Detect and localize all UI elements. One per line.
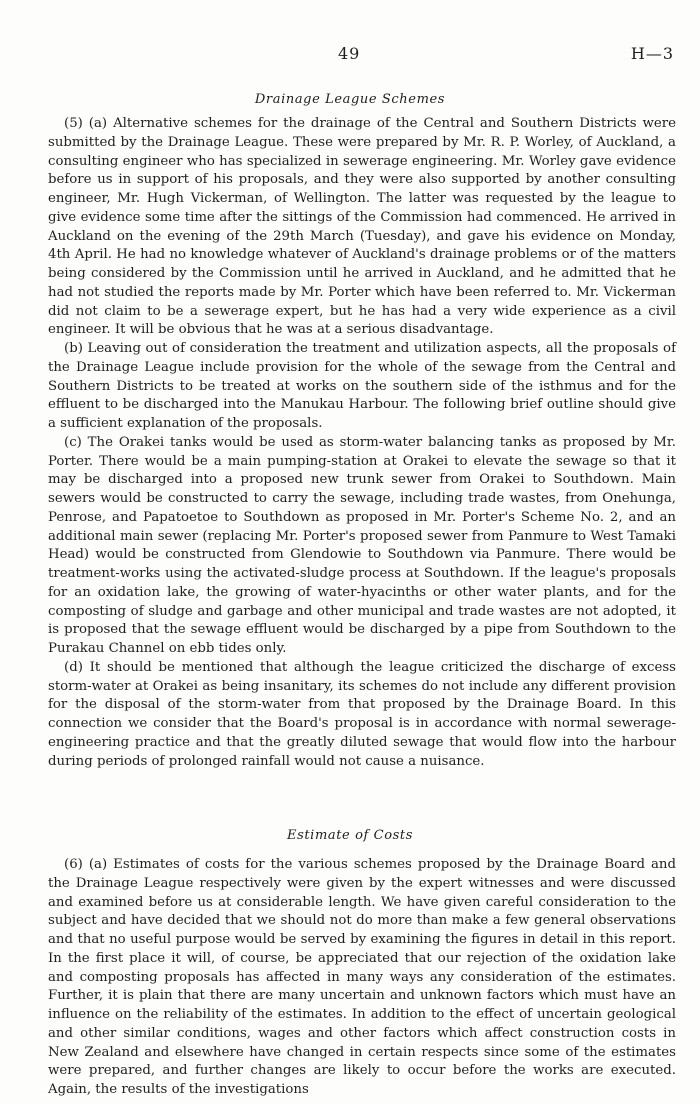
page-header — [0, 44, 700, 64]
section-body — [48, 856, 676, 1100]
paragraph: (b) Leaving out of consideration the treatment and utilization aspects, all the proposals of the Drainage League include provision for the whole of the sewage from the Central and Southern Districts to be treated at works on the southern side of the isthmus and for the effluent to be discharged into the Manukau Harbour. The following brief outline should give a sufficient explanation of the proposals. — [48, 341, 676, 431]
paragraph: (c) The Orakei tanks would be used as storm-water balancing tanks as proposed by Mr. Porter. There would be a main pumping-station at Orakei to elevate the sewage so that it may be discharged into a proposed new trunk sewer from Orakei to Southdown. Main sewers would be constructed to carry the sewage, including trade wastes, from Onehunga, Penrose, and Papatoetoe to Southdown as proposed in Mr. Porter's Scheme No. 2, and an additional main sewer (replacing Mr. Porter's proposed sewer from Panmure to West Tamaki Head) would be constructed from Glendowie to Southdown via Panmure. There would be treatment-works using the activated-sludge process at Southdown. If the league's proposals for an oxidation lake, the growing of water-hyacinths or other water plants, and for the composting of sludge and garbage and other municipal and trade wastes are not adopted, it is proposed that the sewage effluent would be discharged by a pipe from Southdown to the Purakau Channel on ebb tides only. — [48, 434, 676, 656]
paragraph: (d) It should be mentioned that although the league criticized the discharge of excess storm-water at Orakei as being insanitary, its schemes do not include any different provision for the disposal of the storm-water from that proposed by the Drainage Board. In this connection we consider that the Board's proposal is in accordance with normal sewerage-engineering practice and that the greatly diluted sewage that would flow into the harbour during periods of prolonged rainfall would not cause a nuisance. — [48, 659, 676, 769]
section-heading: Drainage League Schemes — [254, 92, 446, 107]
section-body — [48, 115, 676, 771]
document-reference: H—3 — [630, 44, 674, 63]
page-number: 49 — [338, 44, 361, 63]
paragraph: (5) (a) Alternative schemes for the drainage of the Central and Southern Districts were submitted by the Drainage League. These were prepared by Mr. R. P. Worley, of Auckland, a consulting engineer who has specialized in sewerage engineering. Mr. Worley gave evidence before us in support of his proposals, and they were also supported by another consulting engineer, Mr. Hugh Vickerman, of Wellington. The latter was requested by the league to give evidence some time after the sittings of the Commission had commenced. He arrived in Auckland on the evening of the 29th March (Tuesday), and gave his evidence on Monday, 4th April. He had no knowledge whatever of Auckland's drainage problems or of the matters being considered by the Commission until he arrived in Auckland, and he admitted that he had not studied the reports made by Mr. Porter which have been referred to. Mr. Vickerman did not claim to be a sewerage expert, but he has had a very wide experience as a civil engineer. It will be obvious that he was at a serious disadvantage. — [48, 116, 676, 338]
paragraph: (6) (a) Estimates of costs for the various schemes proposed by the Drainage Board and the Drainage League respectively were given by the expert witnesses and were discussed and examined before us at considerable length. We have given careful consideration to the subject and have decided that we should not do more than make a few general observations and that no useful purpose would be served by examining the figures in detail in this report. In the first place it will, of course, be appreciated that our rejection of the oxidation lake and composting proposals has affected in many ways any consideration of the estimates. Further, it is plain that there are many uncertain and unknown factors which must have an influence on the reliability of the estimates. In addition to the effect of uncertain geological and other similar conditions, wages and other factors which affect construction costs in New Zealand and elsewhere have changed in certain respects since some of the estimates were prepared, and further changes are likely to occur before the works are executed. Again, the results of the investigations — [48, 857, 676, 1097]
section-heading: Estimate of Costs — [287, 828, 413, 843]
